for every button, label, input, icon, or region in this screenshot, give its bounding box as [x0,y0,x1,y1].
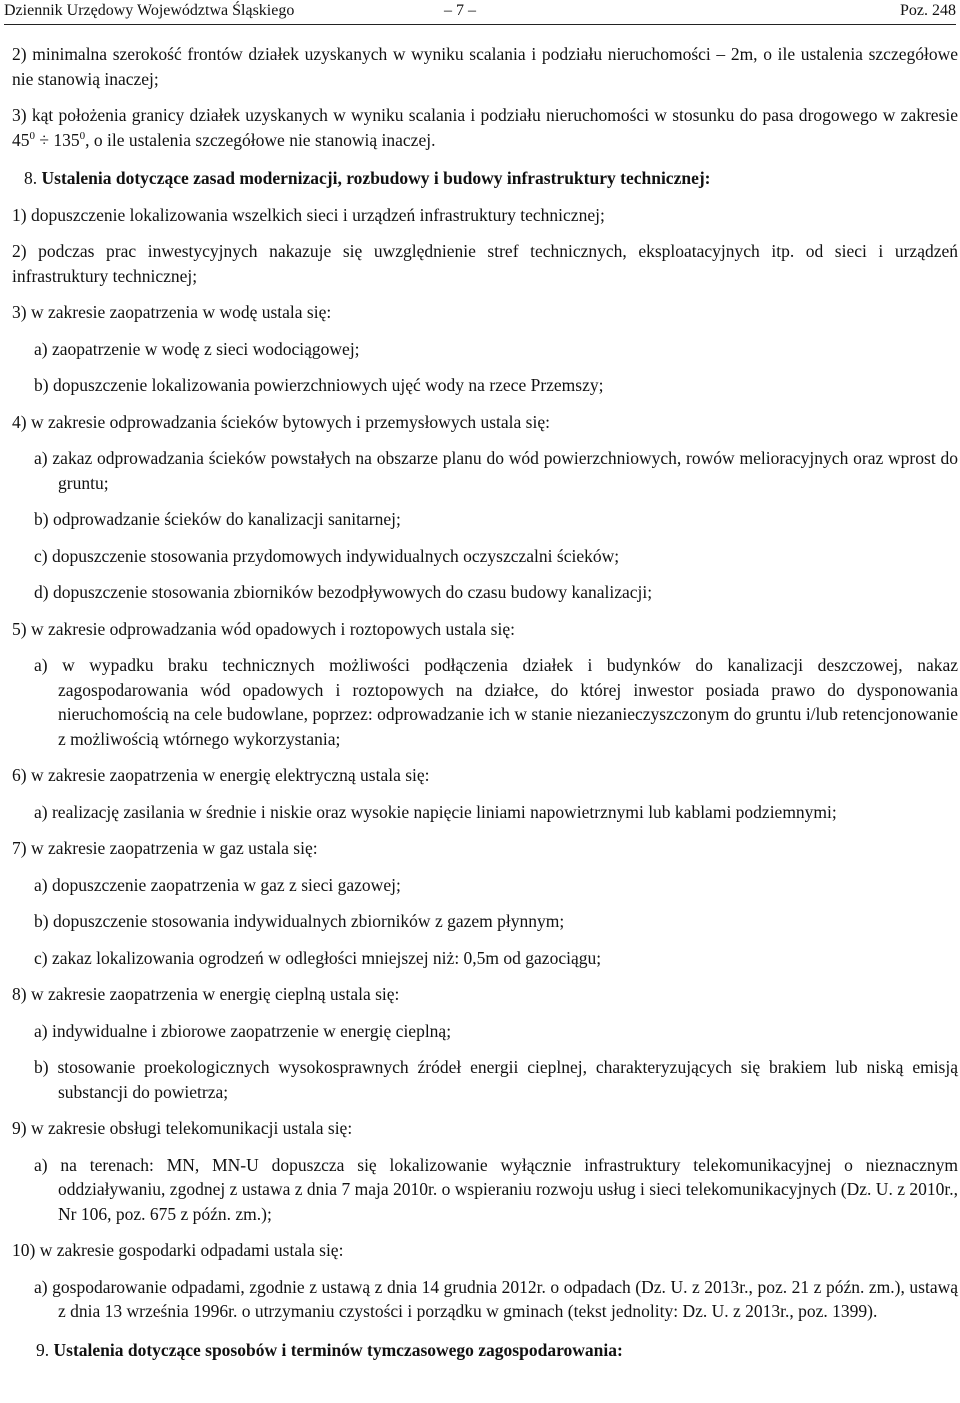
item-3 [12,103,958,152]
sub-item: a) zaopatrzenie w wodę z sieci wodociągowej; [34,338,360,359]
sub-item: a) zakaz odprowadzania ścieków powstałych na obszarze planu do wód powierzchniowych, rowów melioracyjnych oraz wprost do gruntu; [34,448,958,493]
list-item: 6) w zakresie zaopatrzenia w energię elektryczną ustala się: [12,765,430,785]
page-header [4,0,956,25]
sub-item: a) dopuszczenie zaopatrzenia w gaz z sieci gazowej; [34,874,401,895]
degree-mark: 0 [29,129,35,142]
document-body [12,42,958,1362]
section-8-title: Ustalenia dotyczące zasad modernizacji, rozbudowy i budowy infrastruktury technicznej: [41,168,711,188]
sub-item: c) zakaz lokalizowania ogrodzeń w odległości mniejszej niż: 0,5m od gazociągu; [34,947,602,968]
item-2: 2) minimalna szerokość frontów działek uzyskanych w wyniku scalania i podziału nieruchomości – 2m, o ile ustalenia szczegółowe nie stanowią inaczej; [12,44,958,89]
list-item: 3) w zakresie zaopatrzenia w wodę ustala się: [12,302,332,322]
sub-item: d) dopuszczenie stosowania zbiorników bezodpływowych do czasu budowy kanalizacji; [34,582,653,602]
sub-item: a) na terenach: MN, MN-U dopuszcza się lokalizowanie wyłącznie infrastruktury telekomunikacyjnej o nieznacznym oddziaływaniu, zgodnej z ustawa z dnia 7 maja 2010r. o wspieraniu rozwoju usług i sieci telekomunikacyjnych (Dz. U. z 2010r., Nr 106, poz. 675 z późn. zm.); [34,1154,958,1224]
list-item: 10) w zakresie gospodarki odpadami ustala się: [12,1240,344,1260]
list-item: 4) w zakresie odprowadzania ścieków bytowych i przemysłowych ustala się: [12,411,550,432]
item-3-range: ÷ 135 [35,129,80,150]
sub-item: b) stosowanie proekologicznych wysokosprawnych źródeł energii cieplnej, charakteryzujących się brakiem lub niską emisją substancji do powietrza; [34,1057,958,1102]
page-number: – 7 – [444,2,476,19]
sub-item: a) w wypadku braku technicznych możliwości podłączenia działek i budynków do kanalizacji deszczowej, nakaz zagospodarowania wód opadowych i roztopowych na działce, do której inwestor posiada prawo do dysponowania nieruchomością na cele budowlane, poprzez: odprowadzanie ich w stanie niezanieczyszczonym do gruntu i/lub retencjonowanie z możliwością wtórnego wykorzystania; [34,655,958,749]
sub-item: a) gospodarowanie odpadami, zgodnie z ustawą z dnia 14 grudnia 2012r. o odpadach (Dz. U. z 2013r., poz. 21 z późn. zm.), ustawą z dnia 13 września 1996r. o utrzymaniu czystości i porządku w gminach (tekst jednolity: Dz. U. z 2013r., poz. 1399). [34,1276,958,1321]
item-3-tail: , o ile ustalenia szczegółowe nie stanowią inaczej. [85,129,436,150]
sub-item: b) odprowadzanie ścieków do kanalizacji sanitarnej; [34,509,401,529]
sub-item: a) realizację zasilania w średnie i niskie oraz wysokie napięcie liniami napowietrznymi lub kablami podziemnymi; [34,801,837,822]
list-item: 1) dopuszczenie lokalizowania wszelkich sieci i urządzeń infrastruktury technicznej; [12,204,605,225]
item-3-text: 3) kąt położenia granicy działek uzyskanych w wyniku scalania i podziału nieruchomości w stosunku do pasa drogowego w zakresie 45 [12,105,958,150]
list-item: 8) w zakresie zaopatrzenia w energię cieplną ustala się: [12,984,400,1004]
sub-item: c) dopuszczenie stosowania przydomowych indywidualnych oczyszczalni ścieków; [34,545,620,566]
list-item: 2) podczas prac inwestycyjnych nakazuje się uwzględnienie stref technicznych, eksploatacyjnych itp. od sieci i urządzeń infrastruktury technicznej; [12,241,958,286]
position-number: Poz. 248 [900,2,956,19]
section-9-heading [12,1338,958,1363]
sub-item: b) dopuszczenie stosowania indywidualnych zbiorników z gazem płynnym; [34,911,565,931]
section-8-heading [12,166,958,191]
section-9-number: 9. [36,1339,50,1360]
list-item: 5) w zakresie odprowadzania wód opadowych i roztopowych ustala się: [12,618,515,639]
sub-item: b) dopuszczenie lokalizowania powierzchniowych ujęć wody na rzece Przemszy; [34,375,604,395]
sub-item: a) indywidualne i zbiorowe zaopatrzenie w energię cieplną; [34,1020,452,1041]
list-item: 7) w zakresie zaopatrzenia w gaz ustala się: [12,838,318,858]
section-8-number: 8. [24,168,38,188]
section-9-title: Ustalenia dotyczące sposobów i terminów tymczasowego zagospodarowania: [53,1339,623,1360]
degree-mark: 0 [79,129,86,142]
journal-title: Dziennik Urzędowy Województwa Śląskiego [4,2,295,19]
list-item: 9) w zakresie obsługi telekomunikacji ustala się: [12,1118,353,1138]
